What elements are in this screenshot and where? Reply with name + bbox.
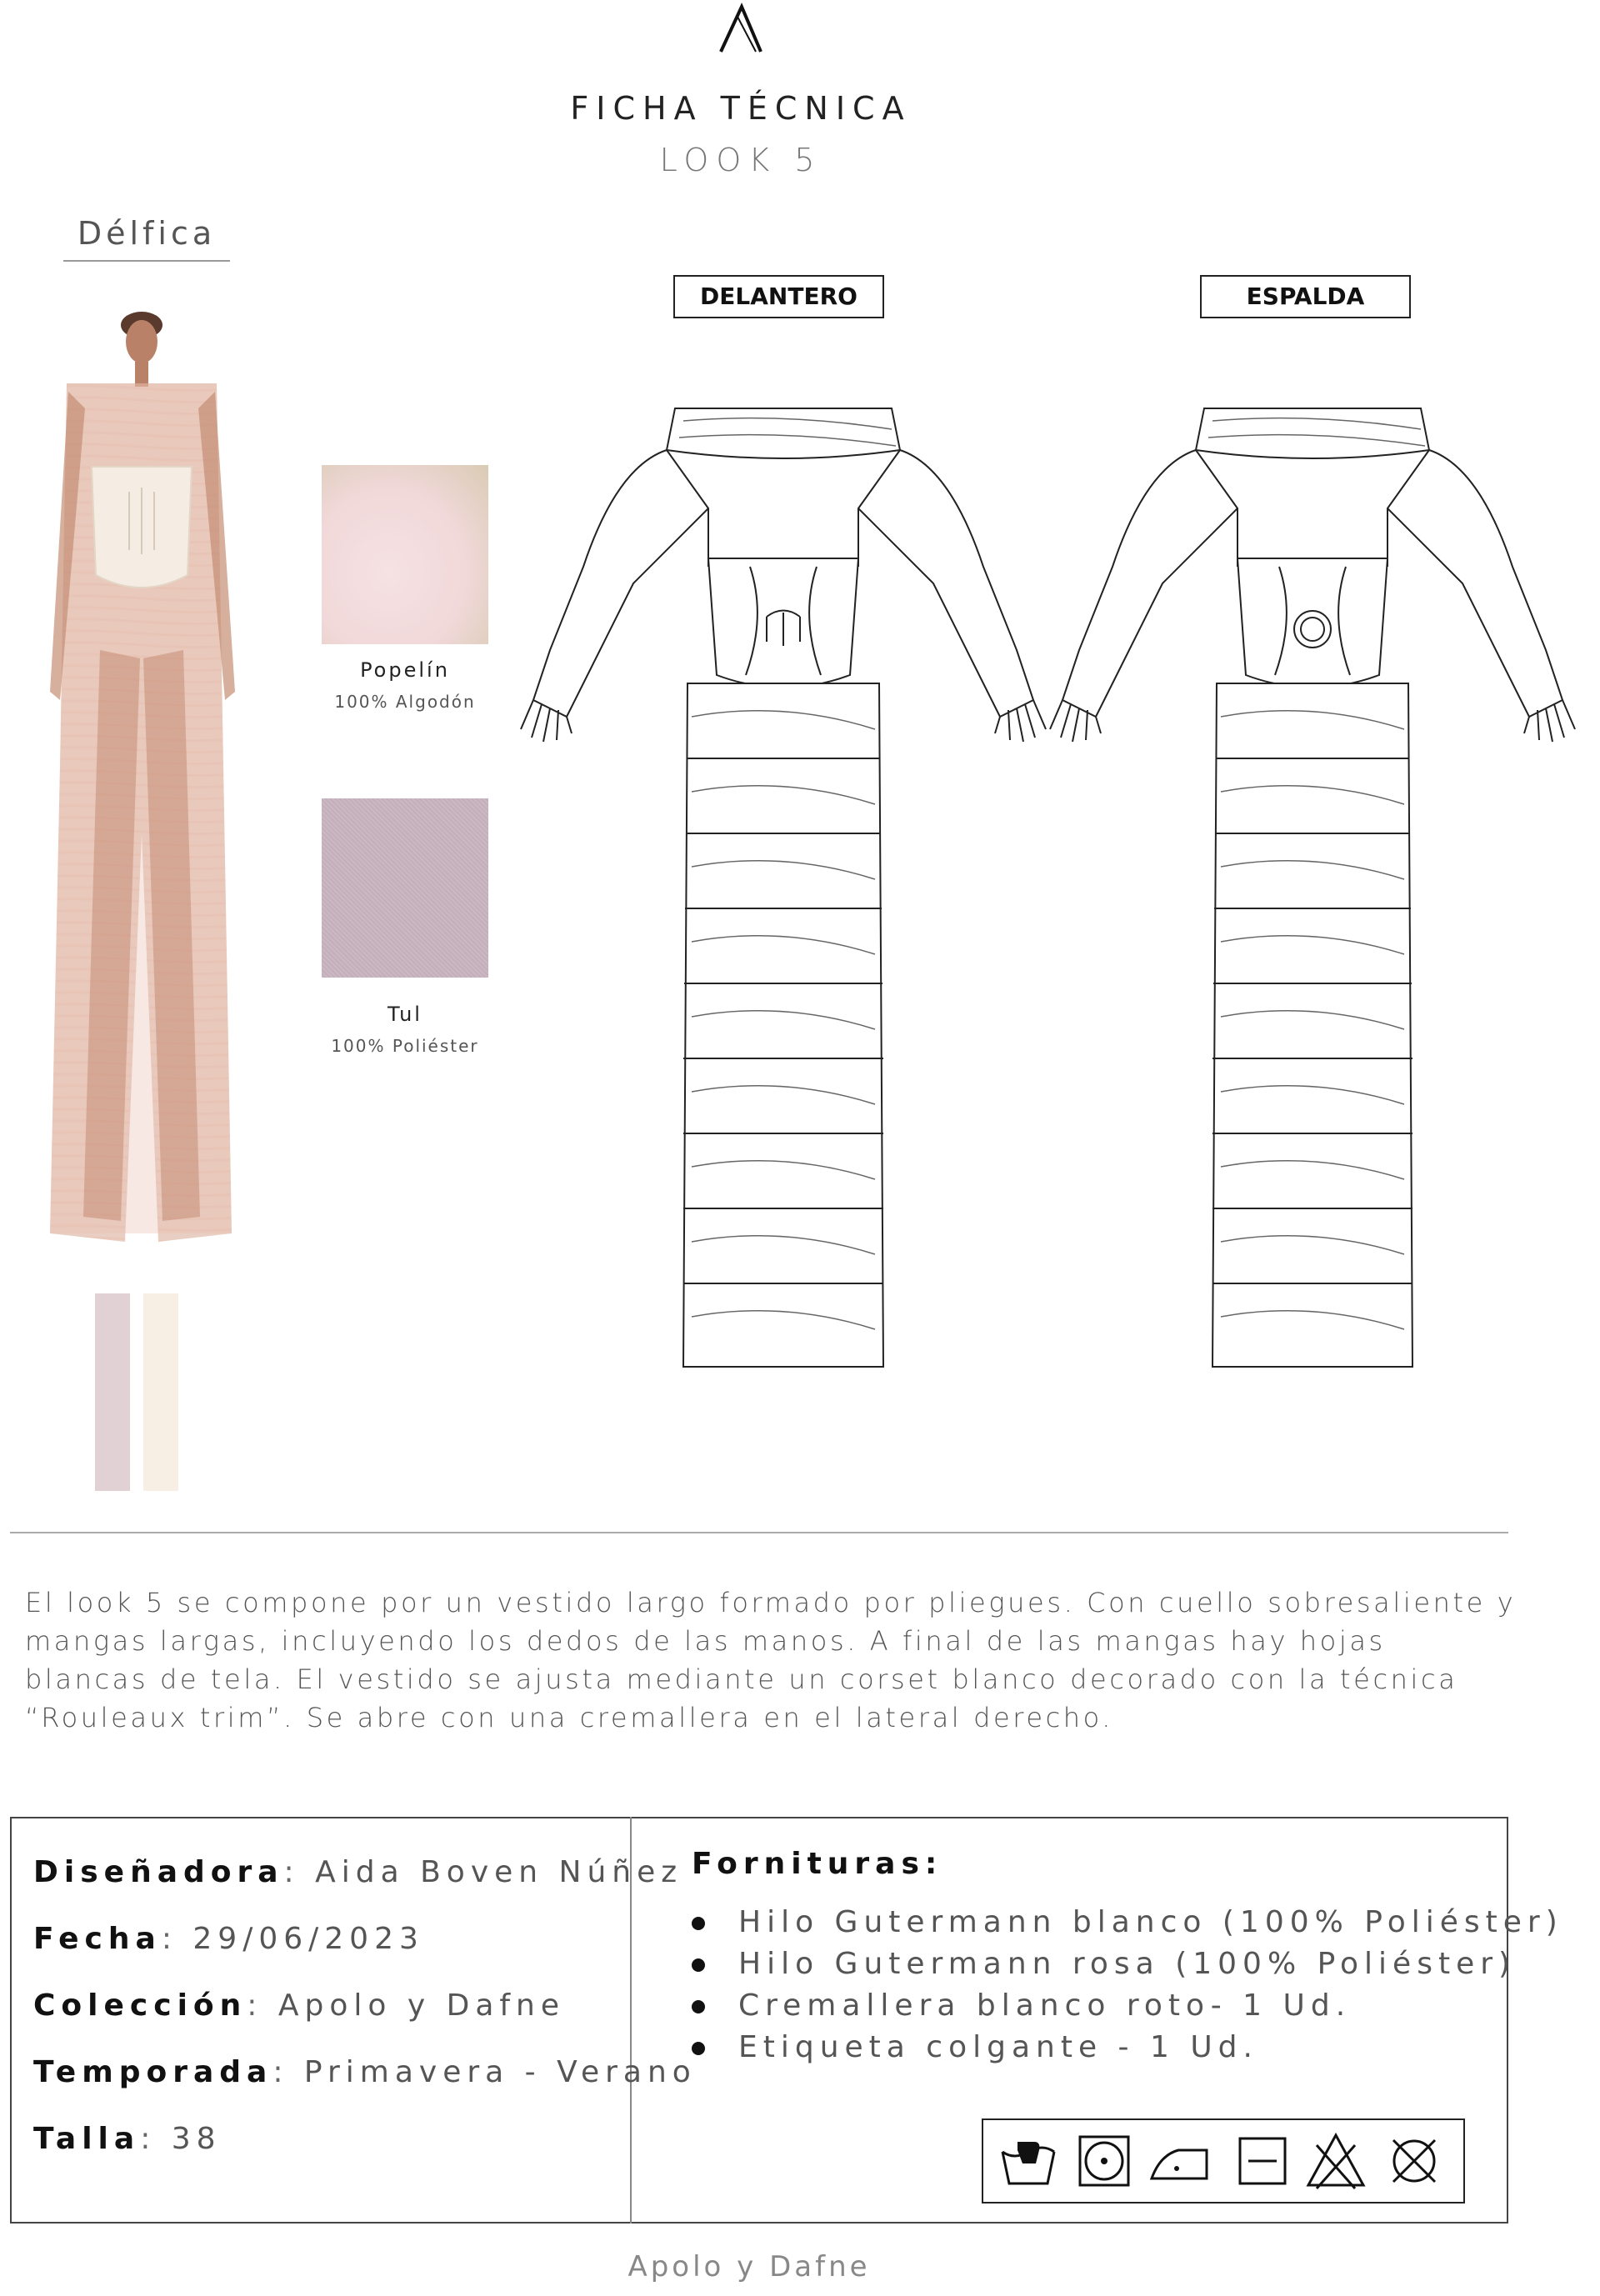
fabric-swatch-tul [322,798,488,978]
size-row: Talla: 38 [33,2122,222,2156]
collection-row: Colección: Apolo y Dafne [33,1988,566,2023]
look-description: El look 5 se compone por un vestido largo formado por pliegues. Con cuello sobresaliente y mangas largas, incluyendo los dedos de las manos. A final de las mangas hay hojas blancas de tela. El vestido se ajusta mediante un corset blanco decorado con la técnica “Rouleaux trim”. Se abre con una cremallera en el lateral derecho. [25,1587,1517,1733]
fornituras-title: Fornituras: [692,1847,943,1881]
collection-label: Colección [33,1988,248,2023]
season-label: Temporada [33,2055,273,2089]
no-dry-clean-icon [1383,2130,1445,2192]
season-row: Temporada: Primavera - Verano [33,2055,697,2089]
fabric-composition: 100% Algodón [334,692,476,712]
section-divider [10,1532,1508,1533]
fabric-composition: 100% Poliéster [331,1036,479,1056]
date-value: 29/06/2023 [192,1922,424,1956]
designer-row: Diseñadora: Aida Boven Núñez [33,1855,683,1889]
list-item: Cremallera blanco roto- 1 Ud. [692,1985,1563,2027]
back-flat-sketch [1046,400,1579,1375]
footer-text: Apolo y Dafne [628,2250,871,2283]
fabric-swatch-popelin [322,465,488,644]
back-view-label: ESPALDA [1200,275,1411,318]
look-name-underline [63,260,230,262]
line-dry-icon [1232,2130,1293,2192]
iron-icon [1148,2130,1210,2192]
hand-wash-icon [998,2130,1059,2192]
front-flat-sketch [517,400,1050,1375]
list-item: Hilo Gutermann rosa (100% Poliéster) [692,1943,1563,1985]
size-label: Talla [33,2122,141,2156]
designer-label: Diseñadora [33,1855,284,1889]
date-label: Fecha [33,1922,162,1956]
logo-icon [712,0,771,58]
designer-value: Aida Boven Núñez [315,1855,683,1889]
color-chip-ivory [143,1293,178,1491]
collection-value: Apolo y Dafne [278,1988,566,2023]
look-name: Délfica [77,215,217,252]
tumble-dry-icon [1073,2130,1135,2192]
size-value: 38 [171,2122,222,2156]
fabric-name: Popelín [360,658,450,682]
list-item: Etiqueta colgante - 1 Ud. [692,2027,1563,2068]
color-chip-rose [95,1293,130,1491]
fashion-illustration [17,300,267,1258]
no-bleach-icon [1305,2130,1367,2192]
fabric-name: Tul [388,1003,422,1026]
season-value: Primavera - Verano [303,2055,697,2089]
list-item: Hilo Gutermann blanco (100% Poliéster) [692,1902,1563,1943]
date-row: Fecha: 29/06/2023 [33,1922,424,1956]
page-subtitle: LOOK 5 [659,142,822,178]
front-view-label: DELANTERO [673,275,884,318]
fornituras-list [692,1902,1563,2068]
page-title: FICHA TÉCNICA [570,90,912,127]
